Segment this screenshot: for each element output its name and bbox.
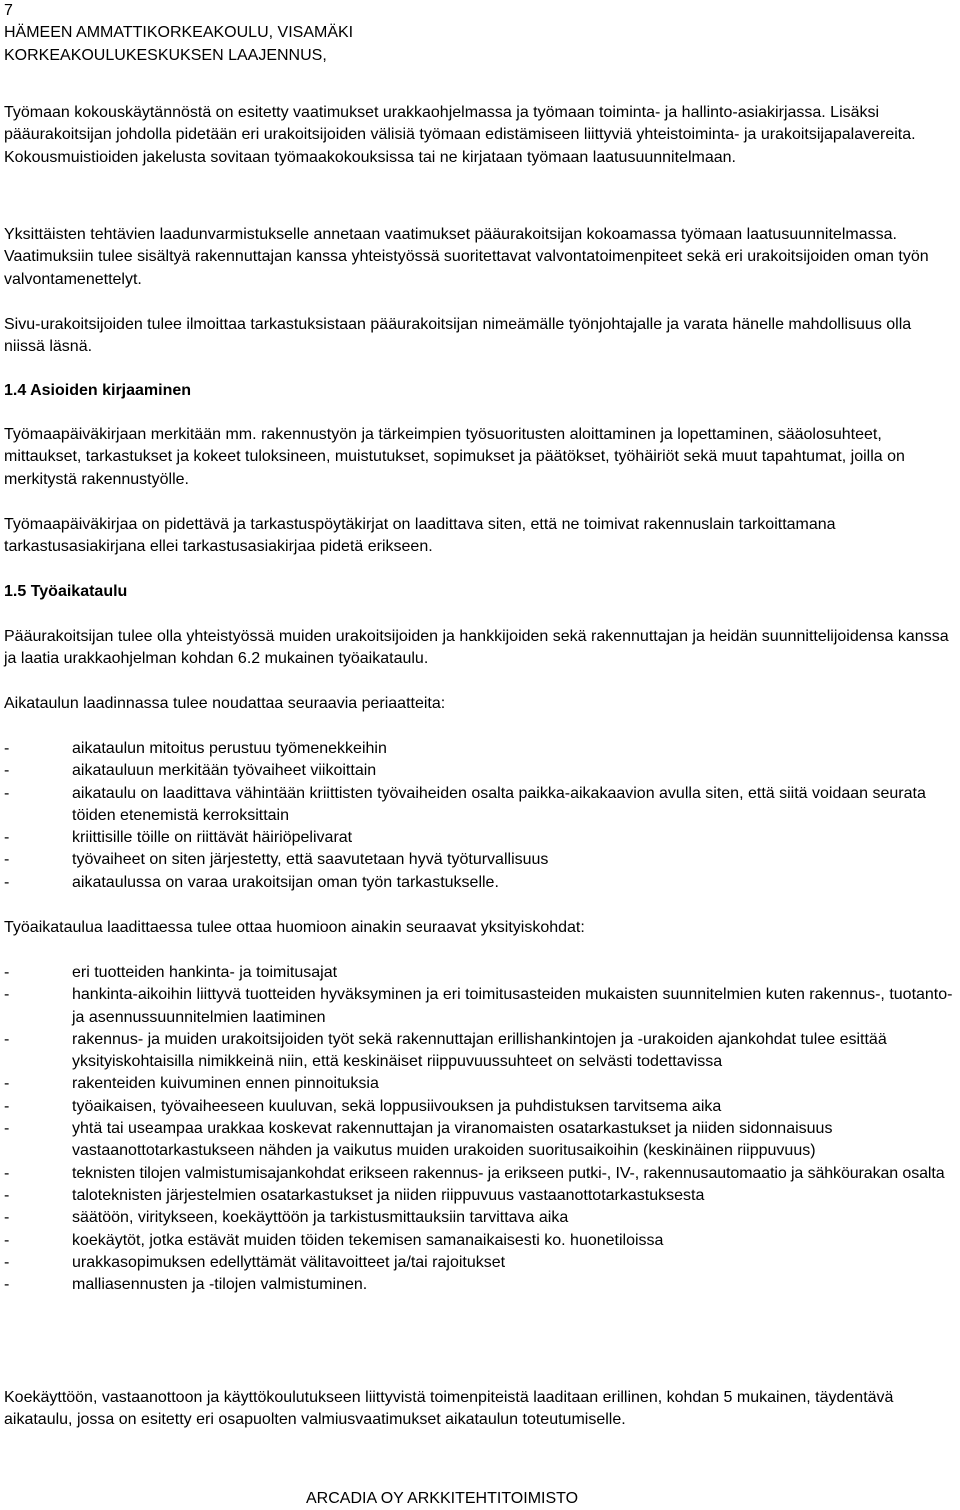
- list-item: - rakenteiden kuivuminen ennen pinnoituksia: [4, 1073, 956, 1095]
- list-item: - koekäytöt, jotka estävät muiden töiden tekemisen samanaikaisesti ko. huonetiloissa: [4, 1230, 956, 1252]
- list-marker: -: [4, 1120, 10, 1138]
- list-item: - työvaiheet on siten järjestetty, että saavutetaan hyvä työturvallisuus: [4, 849, 956, 871]
- page-header: [4, 0, 958, 67]
- list-marker: -: [4, 1075, 10, 1093]
- list-item: - säätöön, viritykseen, koekäyttöön ja tarkistusmittauksiin tarvittava aika: [4, 1207, 956, 1229]
- section-heading-1-4: 1.4 Asioiden kirjaaminen: [4, 382, 192, 399]
- list-item: - urakkasopimuksen edellyttämät välitavoitteet ja/tai rajoitukset: [4, 1252, 956, 1274]
- list-item: - rakennus- ja muiden urakoitsijoiden työt sekä rakennuttajan erillishankintojen ja -urakoiden ajankohdat tulee esittää yksityiskohtaisilla nimikkeinä niin, että keskinäiset riippuvuussuhteet on selvästi todettavissa: [4, 1030, 887, 1071]
- list-marker: -: [4, 986, 10, 1004]
- list-marker: -: [4, 1253, 10, 1271]
- list-marker: -: [4, 873, 10, 891]
- list-item: - malliasennusten ja -tilojen valmistuminen.: [4, 1274, 956, 1296]
- page-number: 7: [4, 2, 13, 19]
- intro-paragraph-3: Sivu-urakoitsijoiden tulee ilmoittaa tarkastuksistaan pääurakoitsijan nimeämälle työnjohtajalle ja varata hänelle mahdollisuus olla niissä läsnä.: [4, 316, 912, 356]
- section-1-5-paragraph-1: Pääurakoitsijan tulee olla yhteistyössä muiden urakoitsijoiden ja hankkijoiden sekä rakennuttajan ja heidän suunnittelijoidensa kanssa ja laatia urakkaohjelman kohdan 6.2 mukainen työaikataulu.: [4, 628, 949, 668]
- section-1-4-paragraph-2: Työmaapäiväkirjaa on pidettävä ja tarkastuspöytäkirjat on laadittava siten, että ne toimivat rakennuslain tarkoittamana tarkastusasiakirjana ellei tarkastusasiakirjaa pidetä erikseen.: [4, 516, 836, 556]
- list-item: - aikataulu on laadittava vähintään kriittisten työvaiheiden osalta paikka-aikakaavion avulla siten, että siitä voidaan seurata töiden etenemistä kerroksittain: [4, 784, 926, 824]
- list-marker: -: [4, 1276, 10, 1294]
- list-marker: -: [4, 851, 10, 869]
- intro-paragraph-2: Yksittäisten tehtävien laadunvarmistukselle annetaan vaatimukset pääurakoitsijan kokoamassa työmaan laatusuunnitelmassa. Vaatimuksiin tulee sisältyä rakennuttajan kanssa yhteistyössä suoritettavat valvontatoimenpiteet sekä eri urakoitsijoiden oman työn valvontamenettelyt.: [4, 226, 929, 288]
- list-item: - taloteknisten järjestelmien osatarkastukset ja niiden riippuvuus vastaanottotarkastuksesta: [4, 1185, 956, 1207]
- list-item: - aikataulun mitoitus perustuu työmenekkeihin: [4, 738, 956, 760]
- list-item: - työaikaisen, työvaiheeseen kuuluvan, sekä loppusiivouksen ja puhdistuksen tarvitsema aika: [4, 1096, 956, 1118]
- list-item: - kriittisille töille on riittävät häiriöpelivarat: [4, 827, 956, 849]
- list-marker: -: [4, 784, 10, 802]
- intro-paragraph-1: Työmaan kokouskäytännöstä on esitetty vaatimukset urakkaohjelmassa ja työmaan toiminta- ja hallinto-asiakirjassa. Lisäksi pääurakoitsijan johdolla pidetään eri urakoitsijoiden välisiä työmaan edistämiseen liittyviä yhteistoiminta- ja urakoitsijapalavereita. Kokousmuistioiden jakelusta sovitaan työmaakokouksissa tai ne kirjataan työmaan laatusuunnitelmaan.: [4, 104, 916, 166]
- section-1-5-paragraph-3: Työaikataulua laadittaessa tulee ottaa huomioon ainakin seuraavat yksityiskohdat:: [4, 919, 585, 936]
- list-item: - teknisten tilojen valmistumisajankohdat erikseen rakennus- ja erikseen putki-, IV-, rakennusautomaatio ja sähköurakan osalta: [4, 1163, 956, 1185]
- list-item: - aikatauluun merkitään työvaiheet viikoittain: [4, 760, 956, 782]
- list-marker: -: [4, 1209, 10, 1227]
- list-item: - aikataulussa on varaa urakoitsijan oman työn tarkastukselle.: [4, 872, 956, 894]
- section-1-5-paragraph-2: Aikataulun laadinnassa tulee noudattaa seuraavia periaatteita:: [4, 695, 446, 712]
- list-marker: -: [4, 1097, 10, 1115]
- header-title-line-2: KORKEAKOULUKESKUKSEN LAAJENNUS,: [4, 46, 327, 64]
- list-marker: -: [4, 964, 10, 981]
- page-footer: ARCADIA OY ARKKITEHTITOIMISTO: [306, 1490, 579, 1507]
- list-marker: -: [4, 1231, 10, 1249]
- list-item: - hankinta-aikoihin liittyvä tuotteiden hyväksyminen ja eri toimitusasteiden mukaisten suunnitelmien kuten rakennus-, tuotanto-ja asennussuunnitelmien laatiminen: [4, 986, 953, 1026]
- section-1-5-paragraph-4: Koekäyttöön, vastaanottoon ja käyttökoulutukseen liittyvistä toimenpiteistä laaditaan erillinen, kohdan 5 mukainen, täydentävä aikataulu, jossa on esitetty eri osapuolten valmiusvaatimukset aikataulun toteutumiselle.: [4, 1389, 894, 1429]
- list-marker: -: [4, 1186, 10, 1204]
- document-page: [4, 0, 958, 67]
- list-marker: -: [4, 829, 10, 847]
- section-heading-1-5: 1.5 Työaikataulu: [4, 583, 128, 600]
- list-marker: -: [4, 740, 10, 757]
- details-list: [4, 962, 956, 1296]
- principles-list: [4, 738, 956, 894]
- list-marker: -: [4, 1030, 10, 1048]
- list-item: - yhtä tai useampaa urakkaa koskevat rakennuttajan ja viranomaisten osatarkastukset ja niiden sidonnaisuus vastaanottotarkastukseen nähden ja vaikutus muiden urakoiden suoritusaikoihin (keskinäinen riippuvuus): [4, 1120, 833, 1160]
- section-1-4-paragraph-1: Työmaapäiväkirjaan merkitään mm. rakennustyön ja tärkeimpien työsuoritusten aloittaminen ja lopettaminen, sääolosuhteet, mittaukset, tarkastukset ja kokeet tuloksineen, muistutukset, sopimukset ja päätökset, työhäiriöt sekä muut tapahtumat, joilla on merkitystä rakennustyölle.: [4, 426, 905, 488]
- header-title-line-1: HÄMEEN AMMATTIKORKEAKOULU, VISAMÄKI: [4, 24, 354, 42]
- list-item: - eri tuotteiden hankinta- ja toimitusajat: [4, 962, 956, 984]
- list-marker: -: [4, 1164, 10, 1182]
- list-marker: -: [4, 762, 10, 780]
